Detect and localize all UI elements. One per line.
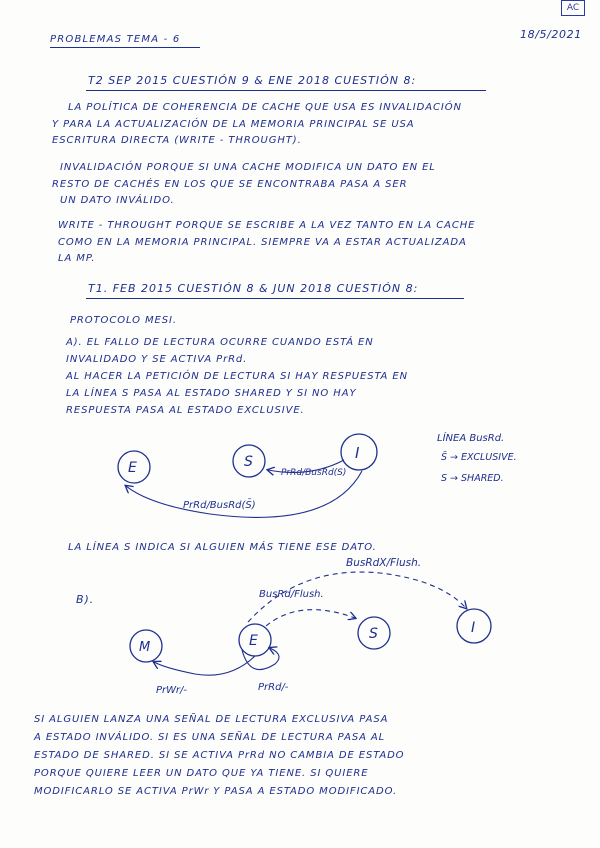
partA-line: A). EL FALLO DE LECTURA OCURRE CUANDO ESTÁ EN — [66, 337, 374, 348]
partB-label: B). — [76, 593, 95, 606]
state-s2-label: S — [369, 626, 378, 642]
section1-line: COMO EN LA MEMORIA PRINCIPAL. SIEMPRE VA A ESTAR ACTUALIZADA — [58, 237, 467, 248]
partB-line: ESTADO DE SHARED. SI SE ACTIVA PrRd NO CAMBIA DE ESTADO — [34, 750, 405, 761]
page-badge: AC — [561, 0, 585, 16]
edge-e-self-loop — [242, 648, 279, 670]
section1-line: ESCRITURA DIRECTA (WRITE - THROUGHT). — [52, 135, 302, 146]
legend-line-2: S → SHARED. — [441, 473, 504, 484]
protocol-label: PROTOCOLO MESI. — [70, 315, 177, 326]
edge-e-self-loop-label: PrRd/- — [258, 682, 289, 693]
state-s-label: S — [244, 454, 253, 470]
partB-line: PORQUE QUIERE LEER UN DATO QUE YA TIENE. SI QUIERE — [34, 768, 369, 779]
legend-title: LÍNEA BusRd. — [437, 433, 505, 444]
partB-line: MODIFICARLO SE ACTIVA PrWr Y PASA A ESTADO MODIFICADO. — [34, 786, 398, 797]
edge-e-to-i-label: BusRdX/Flush. — [346, 557, 422, 569]
section1-title: T2 SEP 2015 CUESTIÓN 9 & ENE 2018 CUESTIÓN 8: — [88, 74, 417, 87]
legend-line-1: S̄ → EXCLUSIVE. — [441, 452, 517, 463]
partA-line: INVALIDADO Y SE ACTIVA PrRd. — [66, 354, 248, 365]
page-date: 18/5/2021 — [520, 28, 582, 41]
edge-i-to-s-label: PrRd/BusRd(S) — [281, 468, 347, 478]
partB-line: SI ALGUIEN LANZA UNA SEÑAL DE LECTURA EXCLUSIVA PASA — [34, 714, 389, 725]
edge-e-to-s — [266, 610, 355, 626]
partA-footer: LA LÍNEA S INDICA SI ALGUIEN MÁS TIENE ESE DATO. — [68, 542, 377, 553]
section1-line: UN DATO INVÁLIDO. — [60, 195, 175, 206]
edge-e-to-m — [154, 656, 255, 675]
section1-line: RESTO DE CACHÉS EN LOS QUE SE ENCONTRABA PASA A SER — [52, 179, 408, 190]
edge-e-to-s-label: BusRd/Flush. — [259, 589, 324, 600]
section1-line: INVALIDACIÓN PORQUE SI UNA CACHE MODIFICA UN DATO EN EL — [60, 162, 436, 173]
page-title: PROBLEMAS TEMA - 6 — [50, 34, 181, 45]
state-i-label: I — [355, 444, 360, 462]
partA-line: AL HACER LA PETICIÓN DE LECTURA SI HAY RESPUESTA EN — [66, 371, 408, 382]
partA-line: LA LÍNEA S PASA AL ESTADO SHARED Y SI NO HAY — [66, 388, 357, 399]
edge-i-to-e-label: PrRd/BusRd(S̄) — [183, 500, 256, 511]
state-e-label: E — [128, 460, 137, 476]
section1-line: Y PARA LA ACTUALIZACIÓN DE LA MEMORIA PRINCIPAL SE USA — [52, 119, 415, 130]
section1-line: LA MP. — [58, 253, 96, 264]
edge-e-to-m-label: PrWr/- — [156, 685, 187, 696]
section2-title: T1. FEB 2015 CUESTIÓN 8 & JUN 2018 CUESTIÓN 8: — [88, 282, 419, 295]
section1-line: WRITE - THROUGHT PORQUE SE ESCRIBE A LA VEZ TANTO EN LA CACHE — [58, 220, 476, 231]
partB-line: A ESTADO INVÁLIDO. SI ES UNA SEÑAL DE LECTURA PASA AL — [34, 732, 386, 743]
section1-line: LA POLÍTICA DE COHERENCIA DE CACHE QUE USA ES INVALIDACIÓN — [68, 102, 462, 113]
state-m-label: M — [139, 640, 151, 655]
state-i2-label: I — [471, 620, 476, 636]
partA-line: RESPUESTA PASA AL ESTADO EXCLUSIVE. — [66, 405, 305, 416]
state-e2-label: E — [249, 633, 258, 649]
